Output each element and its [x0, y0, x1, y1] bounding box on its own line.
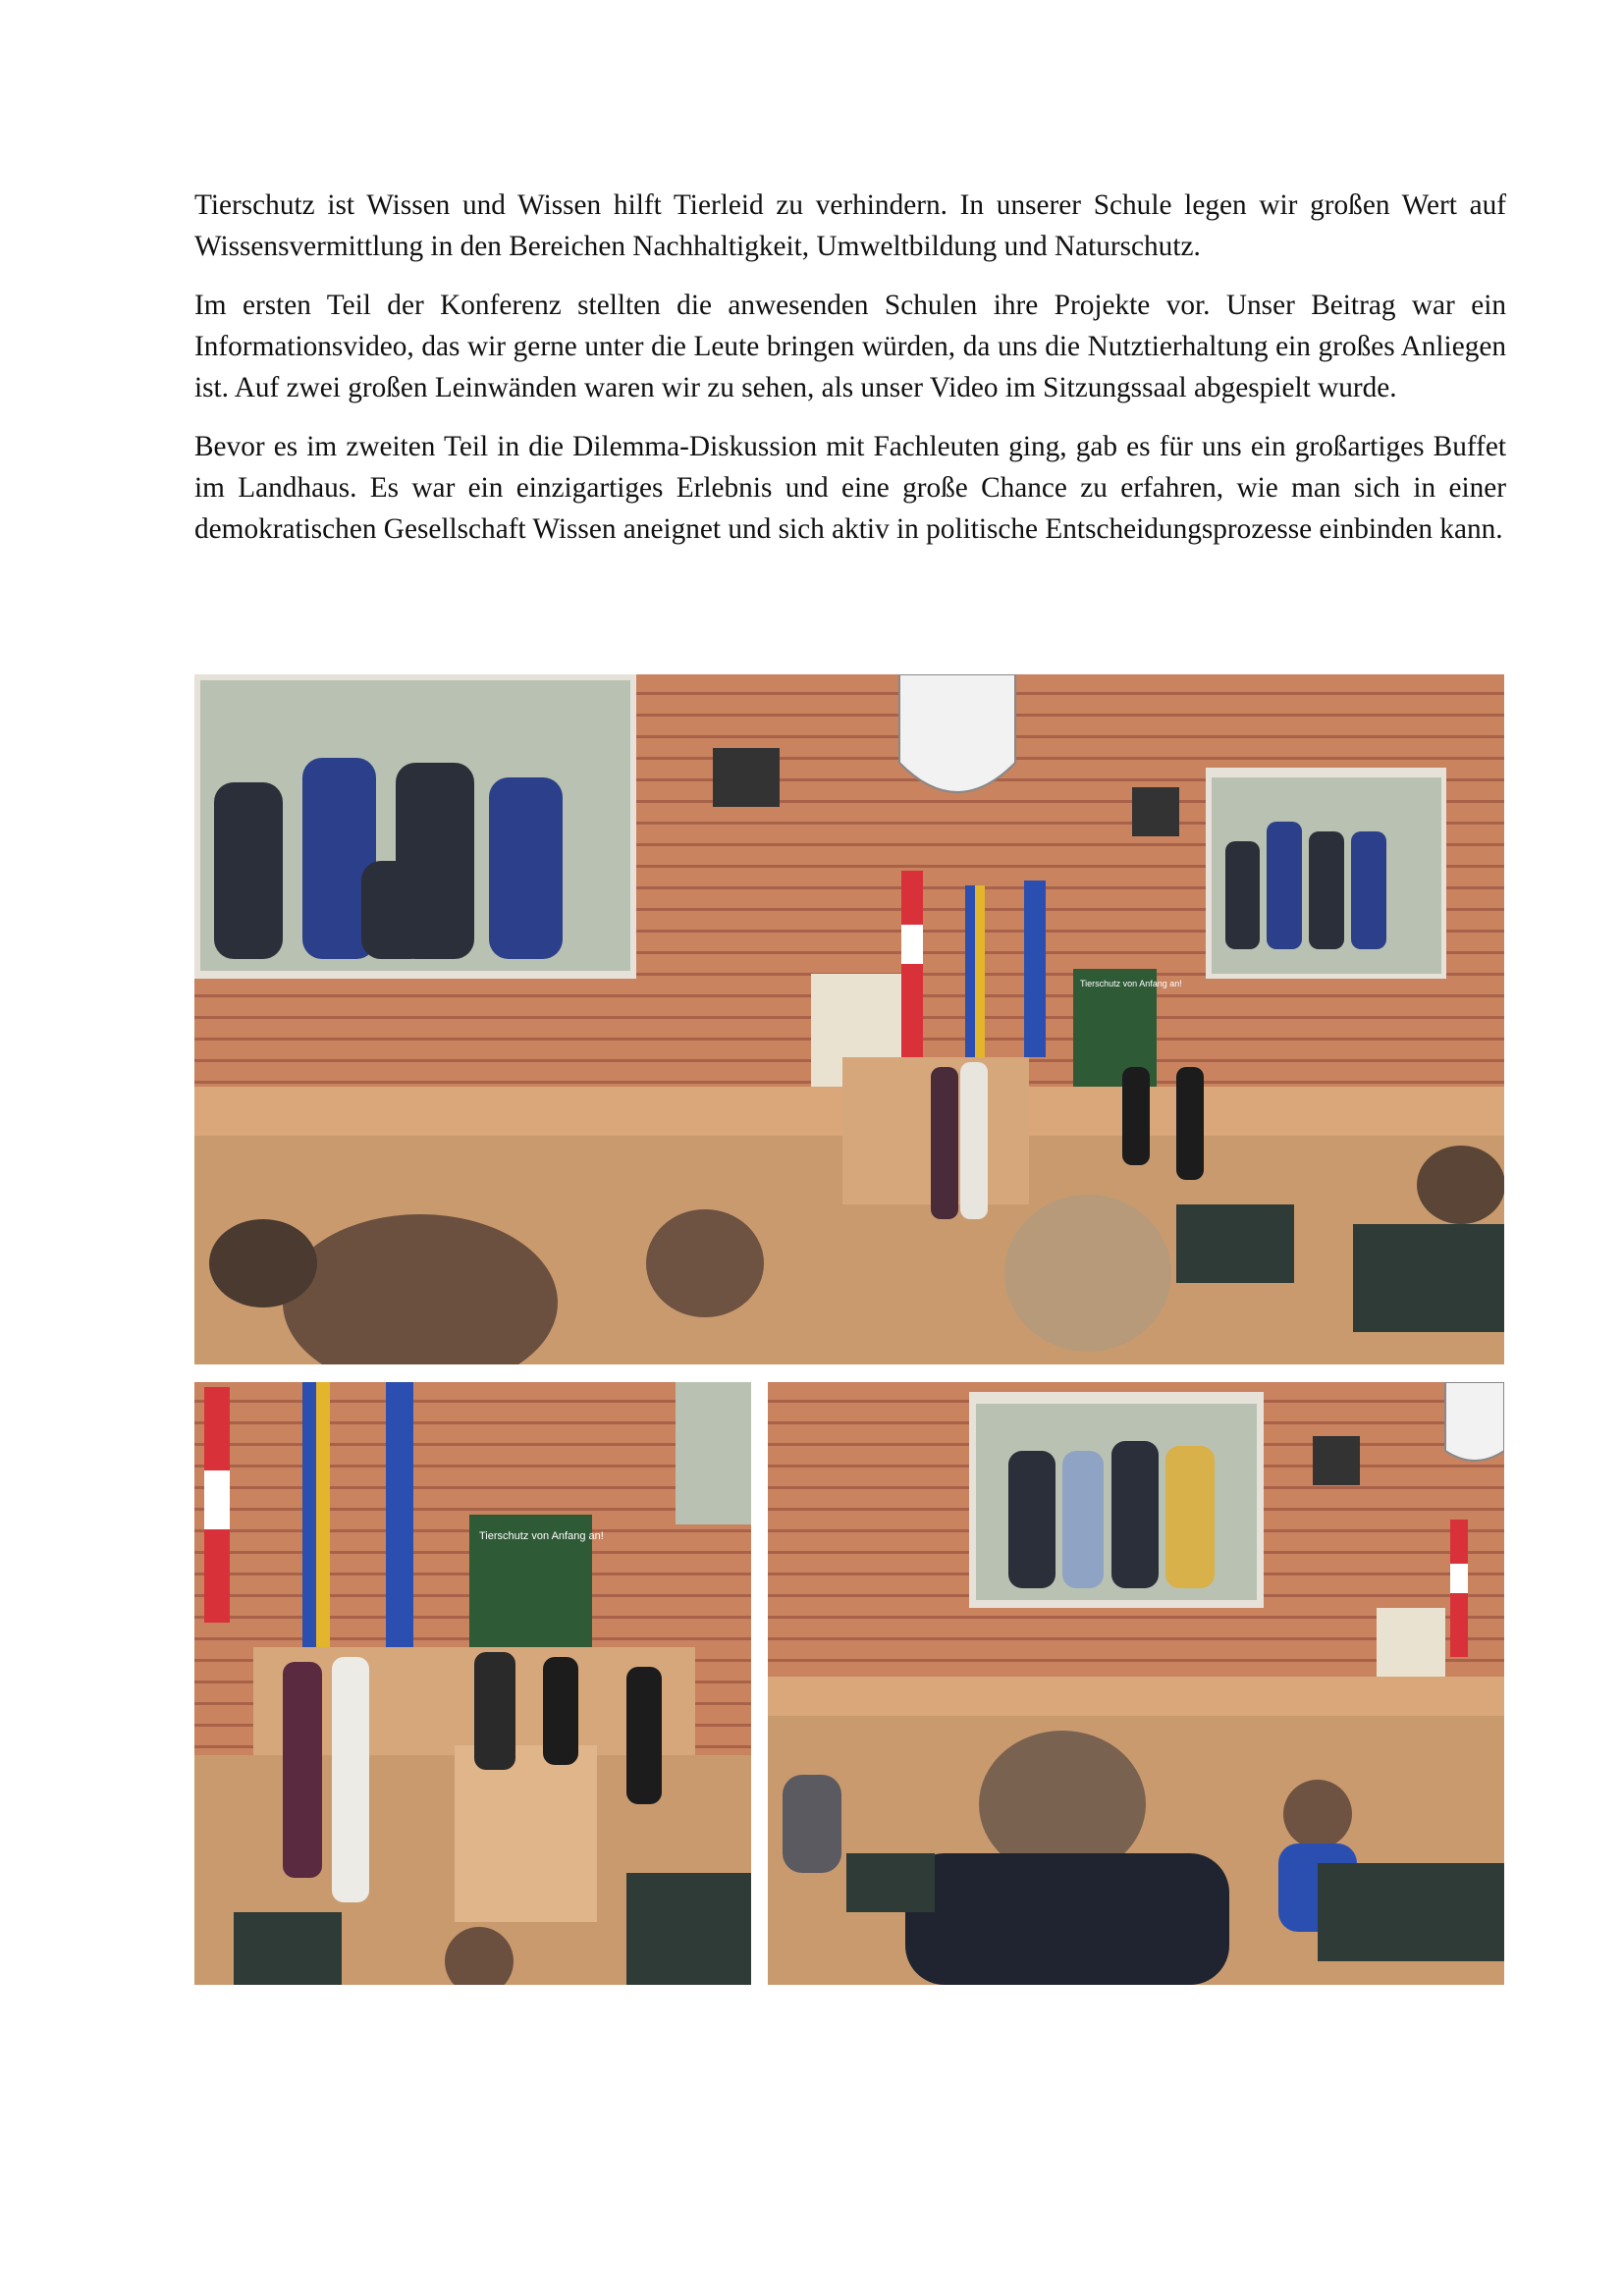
paragraph-intro: Tierschutz ist Wissen und Wissen hilft Tierleid zu verhindern. In unserer Schule legen wir großen Wert auf Wissensvermittlung in den Bereichen Nachhaltigkeit, Umweltbildung und Naturschutz.: [194, 189, 1506, 262]
main-banner-heading: Tierschutz von Anfang an!: [1080, 979, 1182, 988]
photo-speakers-lectern: [194, 1382, 751, 1985]
left-banner-heading: Tierschutz von Anfang an!: [479, 1530, 604, 1542]
photo-speakers-lectern-image: [194, 1382, 751, 1985]
paragraph-buffet: Bevor es im zweiten Teil in die Dilemma-Diskussion mit Fachleuten ging, gab es für uns ein großartiges Buffet im Landhaus. Es war ein einzigartiges Erlebnis und eine große Chance zu erfahren, wie man sich in einer demokratischen Gesellschaft Wissen aneignet und sich aktiv in politische Entscheidungsprozesse einbinden kann.: [194, 431, 1506, 545]
photo-audience-screen: [768, 1382, 1504, 1985]
photo-assembly-hall: [194, 674, 1504, 1364]
photo-assembly-hall-image: [194, 674, 1504, 1364]
article-text: [194, 185, 1506, 550]
paragraph-conference: Im ersten Teil der Konferenz stellten die anwesenden Schulen ihre Projekte vor. Unser Beitrag war ein Informationsvideo, das wir gerne unter die Leute bringen würden, da uns die Nutztierhaltung ein großes Anliegen ist. Auf zwei großen Leinwänden waren wir zu sehen, als unser Video im Sitzungssaal abgespielt wurde.: [194, 290, 1506, 403]
photo-audience-screen-image: [768, 1382, 1504, 1985]
